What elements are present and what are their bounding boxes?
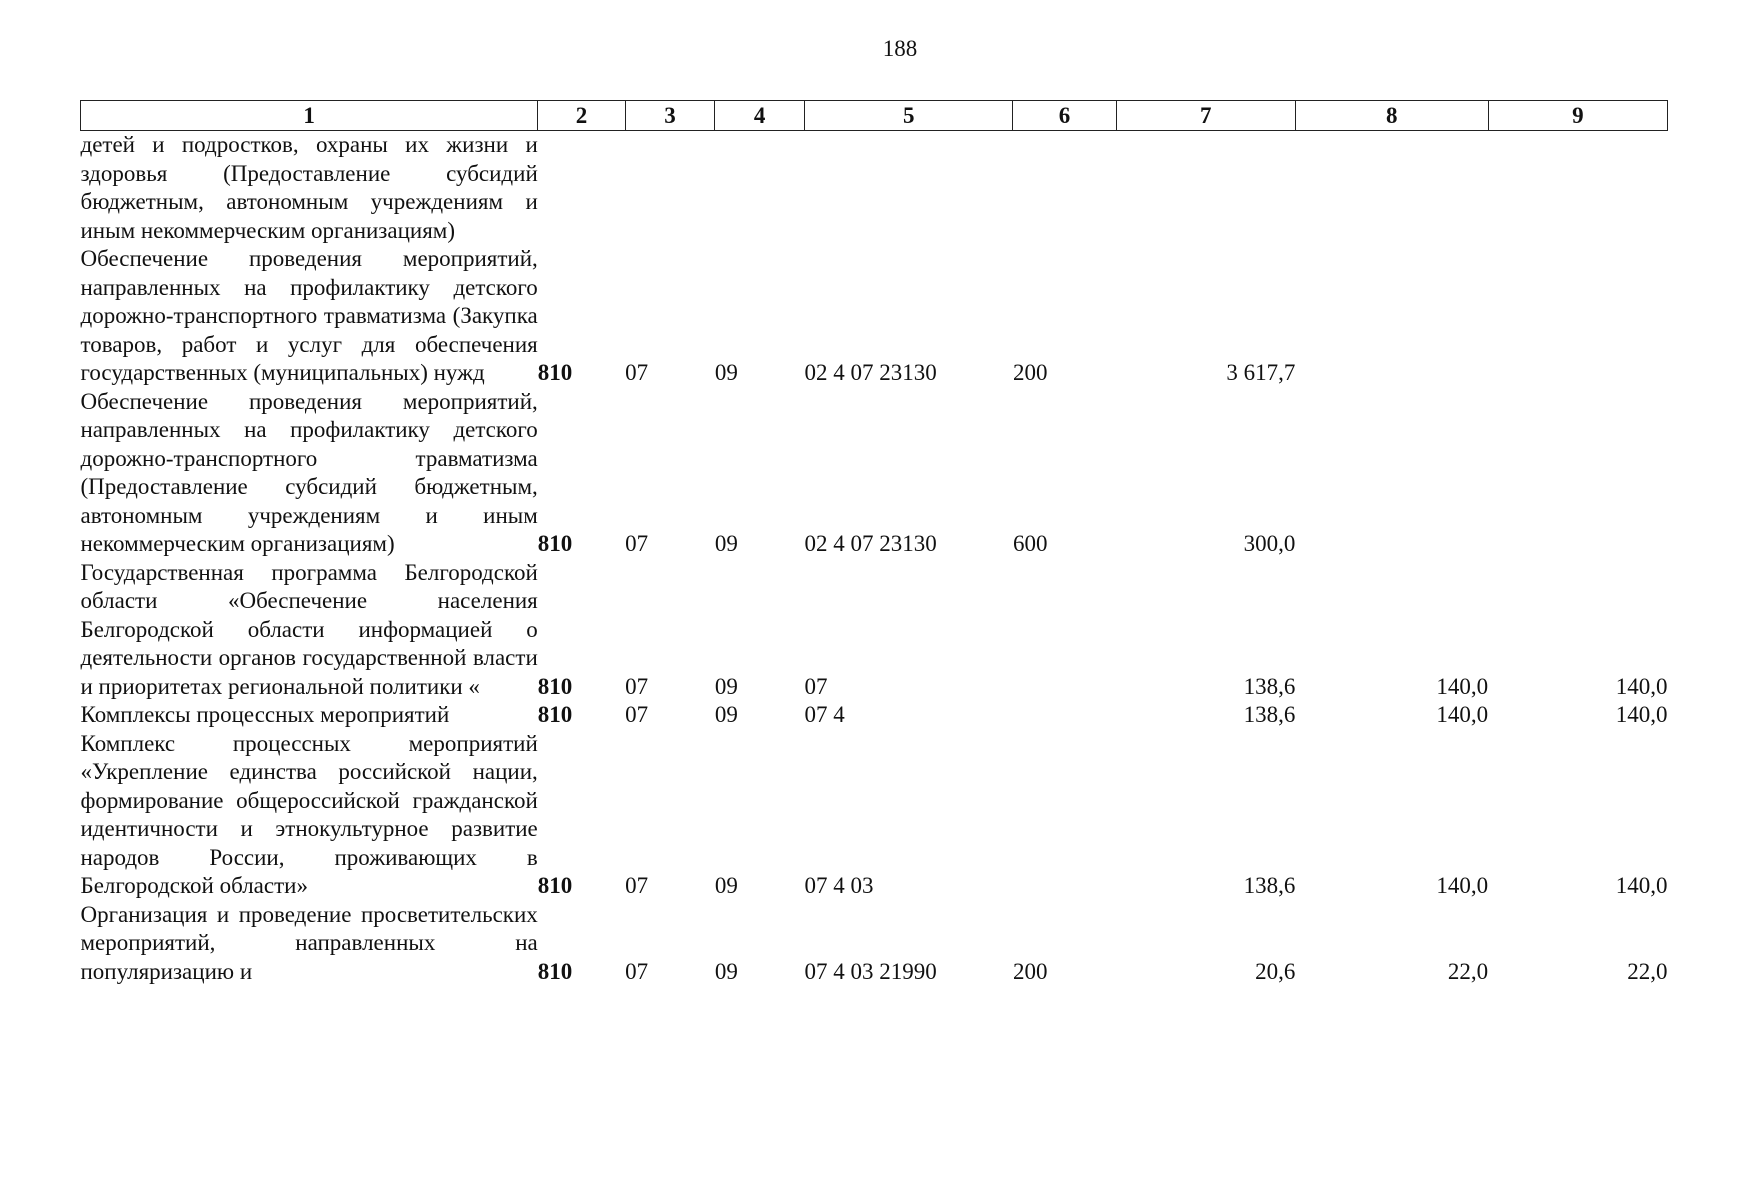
- table-row: [81, 701, 1668, 730]
- target-article-code: 07 4 03: [804, 873, 874, 898]
- amount-col-7: 138,6: [1243, 702, 1296, 727]
- amount-col-8: 22,0: [1447, 958, 1489, 984]
- subsection-code: 09: [714, 873, 738, 898]
- section-code: 07: [625, 873, 649, 898]
- table-row: [81, 730, 1668, 901]
- budget-table: [80, 100, 1668, 986]
- row-description: Комплексы процессных мероприятий: [80, 702, 450, 727]
- ministry-code: 810: [537, 360, 573, 385]
- ministry-code: 810: [537, 531, 573, 556]
- column-header: 8: [1295, 101, 1488, 131]
- target-article-code: 02 4 07 23130: [804, 360, 937, 385]
- amount-col-8: 140,0: [1436, 873, 1489, 898]
- ministry-code: 810: [537, 873, 573, 898]
- section-code: 07: [625, 958, 649, 984]
- amount-col-7: 138,6: [1243, 873, 1296, 898]
- column-header: 2: [538, 101, 625, 131]
- page-number: 188: [882, 36, 918, 61]
- section-code: 07: [625, 531, 649, 556]
- amount-col-8: 140,0: [1436, 702, 1489, 727]
- column-header: 3: [625, 101, 715, 131]
- subsection-code: 09: [714, 702, 738, 727]
- amount-col-9: 140,0: [1615, 873, 1668, 898]
- target-article-code: 02 4 07 23130: [804, 531, 937, 556]
- section-code: [625, 131, 715, 246]
- amount-col-9: 22,0: [1627, 958, 1668, 984]
- amount-col-9: 140,0: [1615, 673, 1668, 699]
- expense-type-code: [1013, 131, 1116, 246]
- ministry-code: [538, 131, 625, 246]
- amount-col-7: 3 617,7: [1226, 360, 1296, 385]
- amount-col-8: [1295, 131, 1488, 246]
- amount-col-9: 140,0: [1615, 702, 1668, 727]
- subsection-code: 09: [714, 958, 738, 984]
- amount-col-7: 20,6: [1255, 958, 1296, 984]
- amount-col-9: [1488, 131, 1667, 246]
- table-row: [81, 388, 1668, 559]
- row-description: Обеспечение проведения мероприятий, направленных на профилактику детского дорожно-транспортного травматизма (Закупка товаров, работ и услуг для обеспечения государственных (муниципальных) нужд: [80, 246, 538, 385]
- expense-type-code: 200: [1012, 958, 1048, 984]
- section-code: 07: [625, 702, 649, 727]
- amount-col-7: 300,0: [1243, 531, 1296, 556]
- amount-col-9: [1488, 245, 1667, 388]
- subsection-code: 09: [714, 673, 738, 699]
- column-header: 9: [1488, 101, 1667, 131]
- ministry-code: 810: [537, 673, 573, 699]
- table-row: [81, 245, 1668, 388]
- row-description: детей и подростков, охраны их жизни и здоровья (Предоставление субсидий бюджетным, автономным учреждениям и иным некоммерческим организациям): [80, 132, 538, 243]
- target-article-code: [804, 131, 1012, 246]
- amount-col-7: [1116, 131, 1295, 246]
- expense-type-code: [1013, 701, 1116, 730]
- column-header: 4: [715, 101, 805, 131]
- target-article-code: 07 4: [804, 702, 845, 727]
- column-header: 7: [1116, 101, 1295, 131]
- ministry-code: 810: [537, 958, 573, 984]
- row-description: Обеспечение проведения мероприятий, направленных на профилактику детского дорожно-транспортного травматизма (Предоставление субсидий бюджетным, автономным учреждениям и иным некоммерческим организациям): [80, 388, 538, 556]
- expense-type-code: 200: [1012, 360, 1048, 385]
- table-row: [81, 901, 1668, 987]
- amount-col-8: [1295, 245, 1488, 388]
- row-description: Организация и проведение просветительских мероприятий, направленных на популяризацию и: [80, 901, 538, 984]
- amount-col-7: 138,6: [1243, 673, 1296, 699]
- section-code: 07: [625, 360, 649, 385]
- section-code: 07: [625, 673, 649, 699]
- header-row: [81, 101, 1668, 131]
- amount-col-8: 140,0: [1436, 673, 1489, 699]
- column-header: 6: [1013, 101, 1116, 131]
- expense-type-code: [1013, 730, 1116, 901]
- column-header: 1: [81, 101, 538, 131]
- amount-col-9: [1488, 388, 1667, 559]
- row-description: Государственная программа Белгородской области «Обеспечение населения Белгородской области информацией о деятельности органов государственной власти и приоритетах региональной политики «: [80, 559, 538, 699]
- subsection-code: 09: [714, 531, 738, 556]
- table-row: [81, 559, 1668, 702]
- amount-col-8: [1295, 388, 1488, 559]
- subsection-code: 09: [714, 360, 738, 385]
- expense-type-code: 600: [1012, 531, 1048, 556]
- column-header: 5: [804, 101, 1012, 131]
- ministry-code: 810: [537, 702, 573, 727]
- target-article-code: 07 4 03 21990: [804, 958, 937, 984]
- expense-type-code: [1013, 559, 1116, 702]
- row-description: Комплекс процессных мероприятий «Укрепление единства российской нации, формирование общероссийской гражданской идентичности и этнокультурное развитие народов России, проживающих в Белгородской области»: [80, 730, 538, 898]
- subsection-code: [715, 131, 805, 246]
- table-row: [81, 131, 1668, 246]
- target-article-code: 07: [804, 673, 828, 699]
